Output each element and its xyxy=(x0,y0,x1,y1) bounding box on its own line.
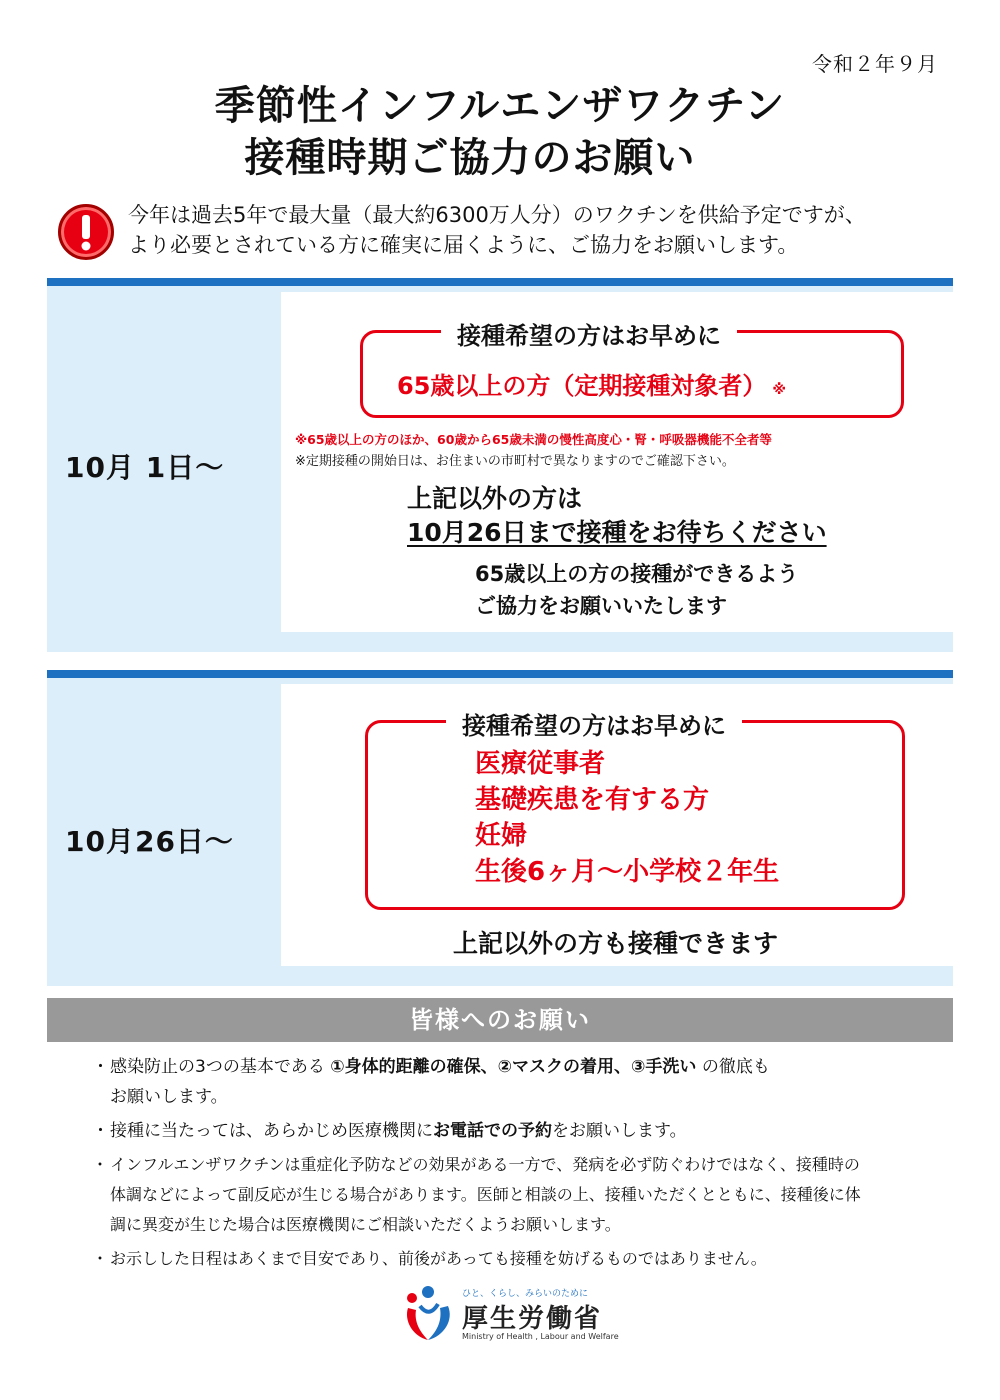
bullet-mark: ・ xyxy=(92,1155,109,1174)
request-item xyxy=(92,1116,952,1146)
title-line-1: 季節性インフルエンザワクチン xyxy=(214,83,786,129)
period1-note-black: ※定期接種の開始日は、お住まいの市町村で異なりますのでご確認下さい。 xyxy=(295,454,735,469)
notice-text xyxy=(128,200,866,260)
ministry-name: 厚生労働省 xyxy=(462,1304,603,1334)
ministry-emblem-icon xyxy=(398,1284,458,1344)
request-1-pre: 感染防止の3つの基本である xyxy=(110,1057,331,1077)
period1-date: 10月 1日～ xyxy=(65,451,225,484)
request-3-line-3: 調に異変が生じた場合は医療機関にご相談いただくようお願いします。 xyxy=(110,1215,621,1234)
exclamation-icon xyxy=(58,204,114,260)
period2-target-item: 妊婦 xyxy=(475,821,528,851)
request-item xyxy=(92,1150,952,1240)
period2-box-label: 接種希望の方はお早めに xyxy=(446,706,742,741)
period1-sub-line-1: 65歳以上の方の接種ができるよう xyxy=(475,562,799,586)
title-line-2: 接種時期ご協力のお願い xyxy=(244,135,696,181)
period1-box-label: 接種希望の方はお早めに xyxy=(441,316,737,351)
period2-target-item: 基礎疾患を有する方 xyxy=(475,785,710,815)
bullet-mark: ・ xyxy=(92,1057,109,1077)
period2-divider xyxy=(47,670,953,678)
request-item xyxy=(92,1244,952,1274)
period1-panel xyxy=(47,278,953,652)
page-title xyxy=(0,80,1000,184)
period2-target-item: 医療従事者 xyxy=(475,749,606,779)
period1-sub-line-2: ご協力をお願いいたします xyxy=(475,594,727,618)
request-2-bold: お電話での予約 xyxy=(433,1121,552,1141)
ministry-tagline: ひと、くらし、みらいのために xyxy=(462,1289,589,1299)
bullet-mark: ・ xyxy=(92,1121,109,1141)
issue-date: 令和２年９月 xyxy=(812,52,938,76)
period1-others-line-1: 上記以外の方は xyxy=(407,484,583,513)
requests-heading: 皆様へのお願い xyxy=(47,998,953,1042)
ministry-english-name: Ministry of Health , Labour and Welfare xyxy=(462,1332,619,1341)
request-3-line-1: インフルエンザワクチンは重症化予防などの効果がある一方で、発病を必ず防ぐわけではなく、接種時の xyxy=(110,1155,860,1174)
request-item xyxy=(92,1052,952,1112)
request-3-line-2: 体調などによって副反応が生じる場合があります。医師と相談の上、接種いただくとともに、接種後に体 xyxy=(110,1185,861,1204)
notice-line-2: より必要とされている方に確実に届くように、ご協力をお願いします。 xyxy=(128,233,799,257)
request-2-pre: 接種に当たっては、あらかじめ医療機関に xyxy=(110,1121,433,1141)
period1-others-line-2: 10月26日まで接種をお待ちください xyxy=(407,518,827,547)
period1-target xyxy=(397,366,786,401)
period2-date: 10月26日～ xyxy=(65,825,234,858)
period1-target-text: 65歳以上の方（定期接種対象者） xyxy=(397,372,767,400)
period1-divider xyxy=(47,278,953,286)
period1-others xyxy=(407,482,827,550)
request-1-post: の徹底も xyxy=(696,1057,770,1077)
request-2-post: をお願いします。 xyxy=(552,1121,687,1141)
notice xyxy=(58,200,958,264)
period2-target-item: 生後6ヶ月～小学校２年生 xyxy=(475,857,780,887)
request-4-text: お示しした日程はあくまで目安であり、前後があっても接種を妨げるものではありません。 xyxy=(110,1249,767,1268)
period2-others: 上記以外の方も接種できます xyxy=(453,929,779,958)
period1-sub xyxy=(475,558,798,622)
request-1-line-2: お願いします。 xyxy=(110,1087,228,1107)
requests-list xyxy=(92,1052,952,1278)
period1-target-mark: ※ xyxy=(772,382,787,398)
period1-note-red: ※65歳以上の方のほか、60歳から65歳未満の慢性高度心・腎・呼吸器機能不全者等 xyxy=(295,432,772,447)
ministry-logo xyxy=(398,1284,638,1344)
period2-panel xyxy=(47,670,953,986)
notice-line-1: 今年は過去5年で最大量（最大約6300万人分）のワクチンを供給予定ですが、 xyxy=(128,203,866,227)
period2-target-list xyxy=(475,746,779,890)
request-1-bold: ①身体的距離の確保、②マスクの着用、③手洗い xyxy=(330,1057,697,1077)
bullet-mark: ・ xyxy=(92,1249,109,1268)
